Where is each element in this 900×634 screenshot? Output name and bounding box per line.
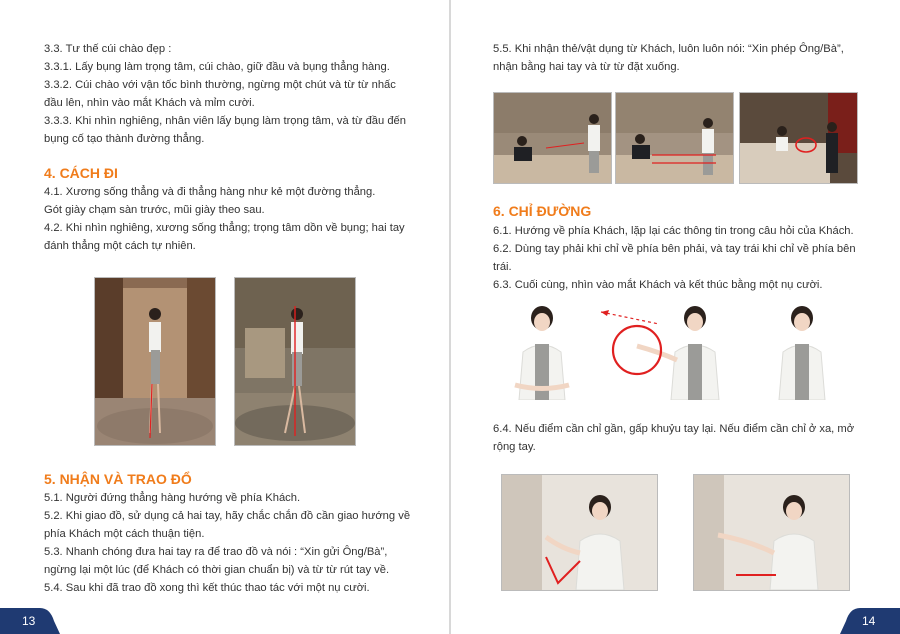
text-line: rộng tay. [493, 441, 536, 453]
text-line: đầu lên, nhìn vào mắt Khách và mỉm cười. [44, 97, 255, 109]
section-5-heading: 5. NHẬN VÀ TRAO ĐỔ [44, 471, 192, 487]
handover-photo-2 [615, 92, 734, 184]
text-line: 6.1. Hướng về phía Khách, lặp lại các thông tin trong câu hỏi của Khách. [493, 225, 854, 237]
walking-side-photo [234, 277, 356, 446]
left-page [0, 0, 449, 634]
text-line: 6.2. Dùng tay phải khi chỉ về phía bên phải, và tay trái khi chỉ về phía bên [493, 243, 856, 255]
page-number: 14 [862, 614, 876, 628]
text-line: bụng cố tạo thành đường thẳng. [44, 133, 205, 145]
text-line: trái. [493, 261, 512, 273]
text-line: 4.1. Xương sống thẳng và đi thẳng hàng như kẻ một đường thẳng. [44, 186, 376, 198]
text-line: 4.2. Khi nhìn nghiêng, xương sống thẳng; trọng tâm dồn về bụng; hai tay [44, 222, 405, 234]
text-line: 3.3.1. Lấy bụng làm trọng tâm, cúi chào, giữ đầu và bụng thẳng hàng. [44, 61, 390, 73]
pointing-near-photo [501, 474, 658, 591]
page-number: 13 [22, 614, 36, 628]
walking-front-photo [94, 277, 216, 446]
section-6-heading: 6. CHỈ ĐƯỜNG [493, 203, 592, 219]
text-line: 3.3.2. Cúi chào với vận tốc bình thường, ngừng một chút và từ từ nhấc [44, 79, 396, 91]
text-line: 6.3. Cuối cùng, nhìn vào mắt Khách và kết thúc bằng một nụ cười. [493, 279, 823, 291]
text-line: 5.5. Khi nhận thẻ/vật dụng từ Khách, luôn luôn nói: “Xin phép Ông/Bà”, [493, 43, 844, 55]
text-line: 5.1. Người đứng thẳng hàng hướng về phía Khách. [44, 492, 301, 504]
text-line: 3.3.3. Khi nhìn nghiêng, nhân viên lấy bụng làm trọng tâm, và từ đầu đến [44, 115, 407, 127]
text-line: Gót giày chạm sàn trước, mũi giày theo sau. [44, 204, 265, 216]
text-line: 5.2. Khi giao đồ, sử dụng cả hai tay, hãy chắc chắn đồ cần giao hướng về [44, 510, 411, 522]
text-line: nhận bằng hai tay và từ từ đặt xuống. [493, 61, 680, 73]
section-4-heading: 4. CÁCH ĐI [44, 165, 118, 181]
text-line: 6.4. Nếu điểm cần chỉ gần, gấp khuỷu tay lại. Nếu điểm cần chỉ ở xa, mở [493, 423, 855, 435]
page-number-tab [840, 608, 900, 634]
right-page [451, 0, 900, 634]
text-line: phía Khách một cách thuận tiện. [44, 528, 205, 540]
section-3-3-title: 3.3. Tư thế cúi chào đẹp : [44, 43, 172, 55]
text-line: 5.4. Sau khi đã trao đồ xong thì kết thúc thao tác với một nụ cười. [44, 582, 370, 594]
pointing-far-photo [693, 474, 850, 591]
text-line: ngừng lại một lúc (để Khách có thời gian chuẩn bị) và từ từ rút tay về. [44, 564, 390, 576]
text-line: 5.3. Nhanh chóng đưa hai tay ra để trao đồ và nói : “Xin gửi Ông/Bà”, [44, 546, 388, 558]
handover-photo-3 [739, 92, 858, 184]
page-number-tab [0, 608, 60, 634]
direction-pointing-illustration [509, 300, 844, 400]
handover-photo-1 [493, 92, 612, 184]
text-line: đánh thẳng một cách tự nhiên. [44, 240, 196, 252]
